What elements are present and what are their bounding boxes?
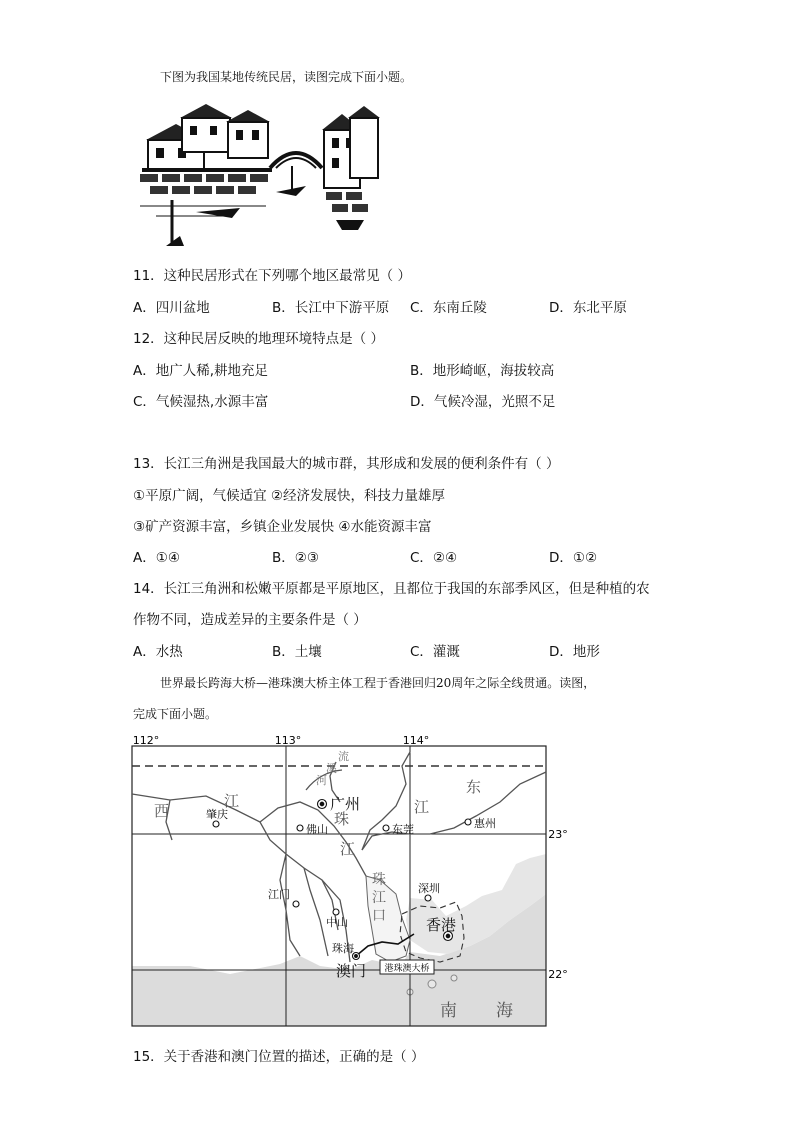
city-label-jiangmen: 江门 (268, 888, 290, 901)
dongguan-marker (383, 825, 389, 831)
q15-stem: 15．关于香港和澳门位置的描述，正确的是（ ） (133, 1049, 425, 1065)
river-char-xi-stream: 溪 (326, 762, 337, 775)
q14-stem-line-2: 作物不同，造成差异的主要条件是（ ） (133, 612, 367, 628)
lon-label-113: 113° (274, 734, 302, 747)
city-label-macau: 澳门 (336, 962, 367, 980)
estuary-char-1: 珠 (372, 872, 386, 888)
foshan-marker (297, 825, 303, 831)
city-label-zhongshan: 中山 (326, 916, 348, 929)
river-char-jiang-3: 江 (414, 798, 430, 816)
q13-statements-1: ①平原广阔，气候适宜 ②经济发展快，科技力量雄厚 (133, 488, 445, 504)
city-label-huizhou: 惠州 (474, 817, 496, 830)
intro-text-1: 下图为我国某地传统民居，读图完成下面小题。 (160, 70, 413, 84)
river-char-jiang-1: 江 (224, 792, 240, 810)
intro-text-2-line-2: 完成下面小题。 (133, 707, 218, 721)
q13-stem: 13．长江三角洲是我国最大的城市群，其形成和发展的便利条件有（ ） (133, 456, 560, 472)
huizhou-marker (465, 819, 471, 825)
q13-option-c: C．②④ (410, 550, 458, 566)
estuary-char-3: 口 (372, 908, 386, 924)
q12-option-b: B．地形崎岖，海拔较高 (410, 363, 555, 379)
city-label-zhuhai: 珠海 (332, 942, 354, 955)
q13-option-d: D．①② (549, 550, 598, 566)
zhaoqing-marker (213, 821, 219, 827)
q11-option-c: C．东南丘陵 (410, 300, 487, 316)
river-char-zhu: 珠 (334, 810, 350, 828)
city-label-foshan: 佛山 (306, 823, 328, 836)
river-char-he: 河 (316, 774, 327, 787)
city-label-guangzhou: 广州 (330, 795, 361, 813)
q11-option-b: B．长江中下游平原 (272, 300, 390, 316)
q13-option-b: B．②③ (272, 550, 319, 566)
lat-label-23: 23° (548, 828, 568, 841)
q12-option-a: A．地广人稀,耕地充足 (133, 363, 269, 379)
dwelling-illustration (136, 96, 380, 250)
q12-stem: 12．这种民居反映的地理环境特点是（ ） (133, 331, 384, 347)
sea-label-hai: 海 (496, 1001, 513, 1021)
intro-text-2-line-1: 世界最长跨海大桥—港珠澳大桥主体工程于香港回归20周年之际全线贯通。读图， (160, 676, 596, 690)
q13-statements-2: ③矿产资源丰富，乡镇企业发展快 ④水能资源丰富 (133, 519, 432, 535)
q14-option-a: A．水热 (133, 644, 183, 660)
river-char-xi: 西 (154, 802, 170, 820)
estuary-char-2: 江 (372, 890, 386, 906)
q12-option-d: D．气候冷湿，光照不足 (410, 394, 556, 410)
city-label-dongguan: 东莞 (392, 823, 414, 836)
bridge-label: 港珠澳大桥 (384, 964, 430, 974)
jiangmen-marker (293, 901, 299, 907)
river-char-liu: 流 (338, 750, 349, 763)
q14-option-d: D．地形 (549, 644, 600, 660)
q14-option-c: C．灌溉 (410, 644, 460, 660)
sea-label-nan: 南 (440, 1001, 457, 1021)
zhongshan-marker (333, 909, 339, 915)
river-char-dong: 东 (466, 778, 482, 796)
city-label-hong-kong: 香港 (426, 916, 457, 934)
city-label-zhaoqing: 肇庆 (206, 808, 228, 821)
lon-label-112: 112° (132, 734, 160, 747)
shenzhen-marker (425, 895, 431, 901)
pearl-river-delta-map (110, 730, 590, 1032)
q14-stem-line-1: 14．长江三角洲和松嫩平原都是平原地区，且都位于我国的东部季风区，但是种植的农 (133, 581, 650, 597)
lon-label-114: 114° (402, 734, 430, 747)
q12-option-c: C．气候湿热,水源丰富 (133, 394, 269, 410)
q13-option-a: A．①④ (133, 550, 180, 566)
q11-stem: 11．这种民居形式在下列哪个地区最常见（ ） (133, 268, 411, 284)
river-char-jiang-2: 江 (340, 840, 356, 858)
lat-label-22: 22° (548, 968, 568, 981)
q14-option-b: B．土壤 (272, 644, 322, 660)
q11-option-d: D．东北平原 (549, 300, 627, 316)
q11-option-a: A．四川盆地 (133, 300, 210, 316)
city-label-shenzhen: 深圳 (418, 882, 440, 895)
